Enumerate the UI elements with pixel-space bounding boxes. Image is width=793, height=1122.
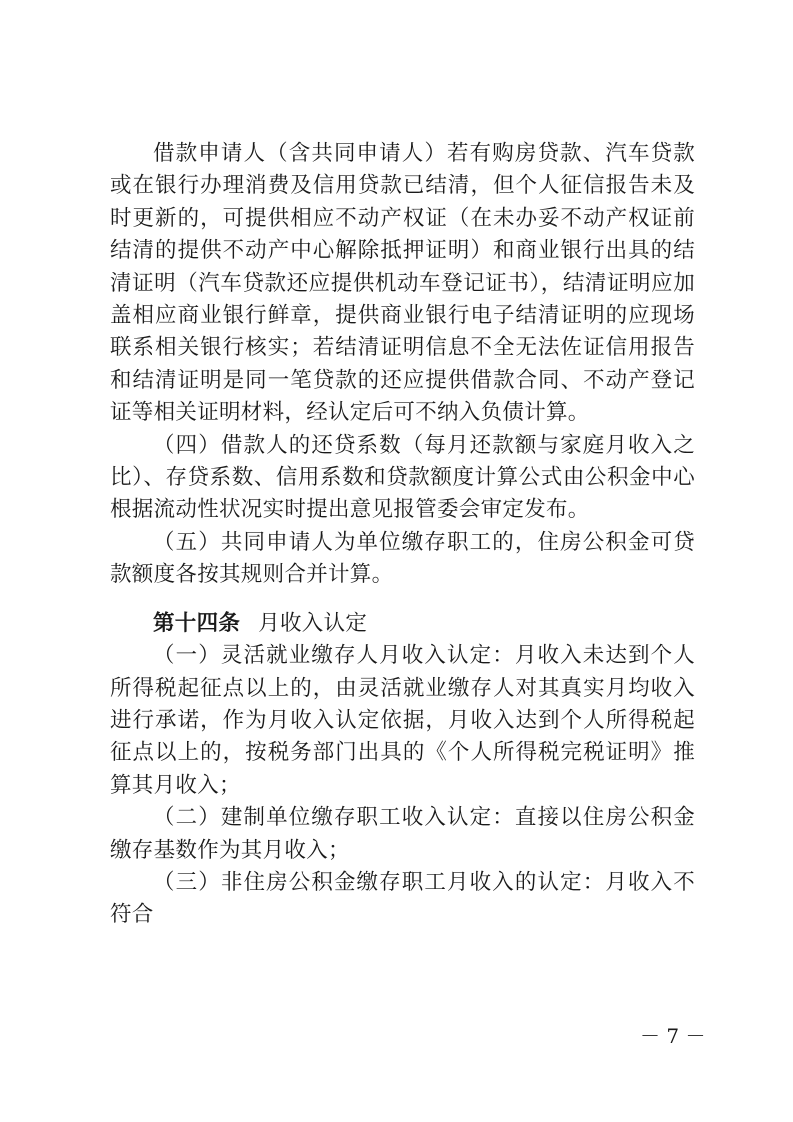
document-body xyxy=(110,138,695,932)
paragraph-non-depositor: （三）非住房公积金缴存职工月收入的认定：月收入不符合 xyxy=(110,869,695,928)
page-number: － 7 － xyxy=(640,1024,706,1048)
paragraph-clause-five: （五）共同申请人为单位缴存职工的，住房公积金可贷款额度各按其规则合并计算。 xyxy=(110,529,695,588)
paragraph-institutional-staff: （二）建制单位缴存职工收入认定：直接以住房公积金缴存基数作为其月收入； xyxy=(110,805,695,863)
article-title: 月收入认定 xyxy=(258,610,368,636)
paragraph-clause-four: （四）借款人的还贷系数（每月还款额与家庭月收入之比）、存贷系数、信用系数和贷款额度计算公式由公积金中心根据流动性状况实时提出意见报管委会审定发布。 xyxy=(110,432,695,523)
article-heading xyxy=(110,608,695,640)
article-number: 第十四条 xyxy=(153,610,241,636)
paragraph-flexible-employment: （一）灵活就业缴存人月收入认定：月收入未达到个人所得税起征点以上的，由灵活就业缴存人对其真实月均收入进行承诺，作为月收入认定依据，月收入达到个人所得税起征点以上的，按税务部门出具的《个人所得税完税证明》推算其月收入； xyxy=(110,643,695,798)
paragraph-settled-loans: 借款申请人（含共同申请人）若有购房贷款、汽车贷款或在银行办理消费及信用贷款已结清，但个人征信报告未及时更新的，可提供相应不动产权证（在未办妥不动产权证前结清的提供不动产中心解除抵押证明）和商业银行出具的结清证明（汽车贷款还应提供机动车登记证书），结清证明应加盖相应商业银行鲜章，提供商业银行电子结清证明的应现场联系相关银行核实；若结清证明信息不全无法佐证信用报告和结清证明是同一笔贷款的还应提供借款合同、不动产登记证等相关证明材料，经认定后可不纳入负债计算。 xyxy=(110,141,695,426)
